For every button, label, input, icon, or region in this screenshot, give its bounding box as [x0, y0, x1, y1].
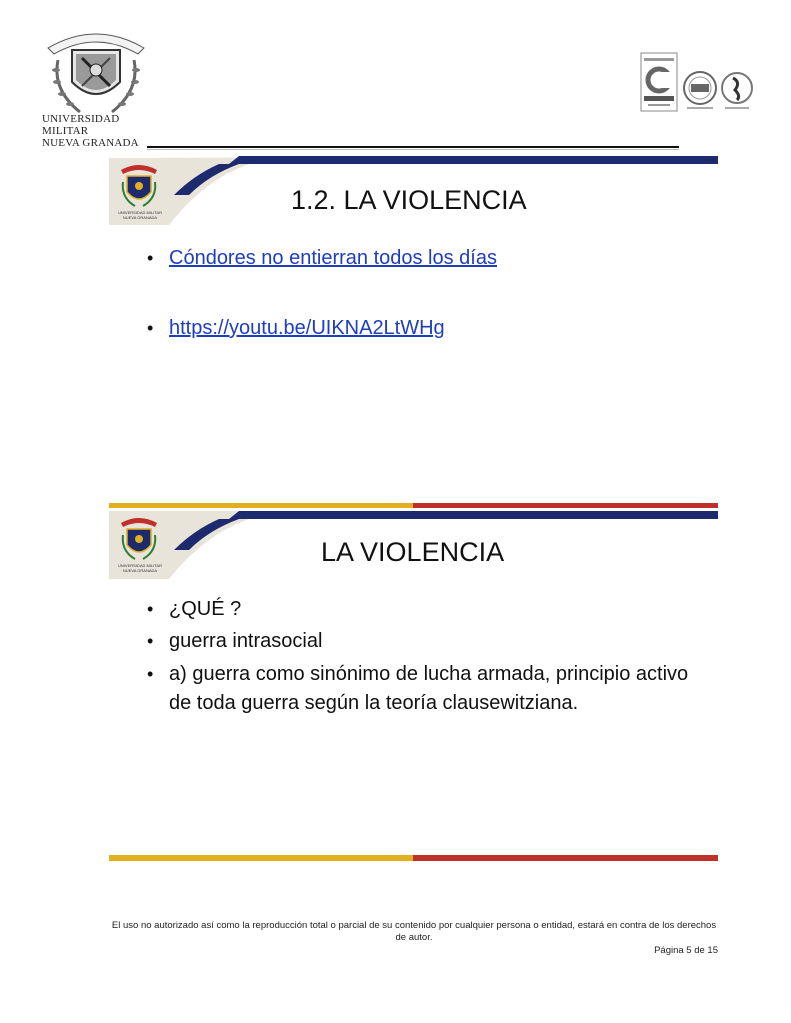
- slide-1: [109, 150, 718, 370]
- slide-2-bullet-list: [139, 596, 694, 718]
- page-number: Página 5 de 15: [654, 945, 718, 956]
- list-item: • ¿QUÉ ?: [139, 596, 694, 623]
- university-name-line1: UNIVERSIDAD MILITAR: [42, 113, 120, 137]
- university-name: [42, 113, 152, 149]
- slide-1-title: 1.2. LA VIOLENCIA: [291, 185, 527, 215]
- list-item: • guerra intrasocial: [139, 628, 694, 655]
- slide-2: [109, 497, 718, 863]
- list-item: • a) guerra como sinónimo de lucha armada, principio activo de toda guerra según la teoría clausewitziana.: [139, 660, 694, 718]
- slide-2-seal-caption: UNIVERSIDAD MILITAR NUEVA GRANADA: [118, 563, 162, 573]
- slide-1-seal-caption: UNIVERSIDAD MILITAR NUEVA GRANADA: [118, 210, 162, 220]
- list-item: [139, 245, 699, 272]
- icontec-certification-badge: [640, 52, 678, 114]
- accreditation-seal-badge: [719, 52, 755, 114]
- iqnet-certification-badge: [681, 52, 719, 114]
- copyright-notice: El uso no autorizado así como la reproducción total o parcial de su contenido por cualquier persona o entidad, estará en contra de los derechos de autor.: [111, 920, 717, 943]
- video-title-link[interactable]: Cóndores no entierran todos los días: [169, 247, 497, 269]
- slide-2-bottom-stripe-red: [413, 855, 718, 861]
- university-name-line2: NUEVA GRANADA: [42, 137, 139, 149]
- youtube-url-link[interactable]: https://youtu.be/UIKNA2LtWHg: [169, 317, 445, 339]
- slide-1-link-list: [139, 245, 699, 342]
- slide-2-bottom-stripe-gold: [109, 855, 413, 861]
- slide-2-title: LA VIOLENCIA: [321, 537, 505, 567]
- list-item: [139, 315, 699, 342]
- header-divider: [147, 146, 679, 148]
